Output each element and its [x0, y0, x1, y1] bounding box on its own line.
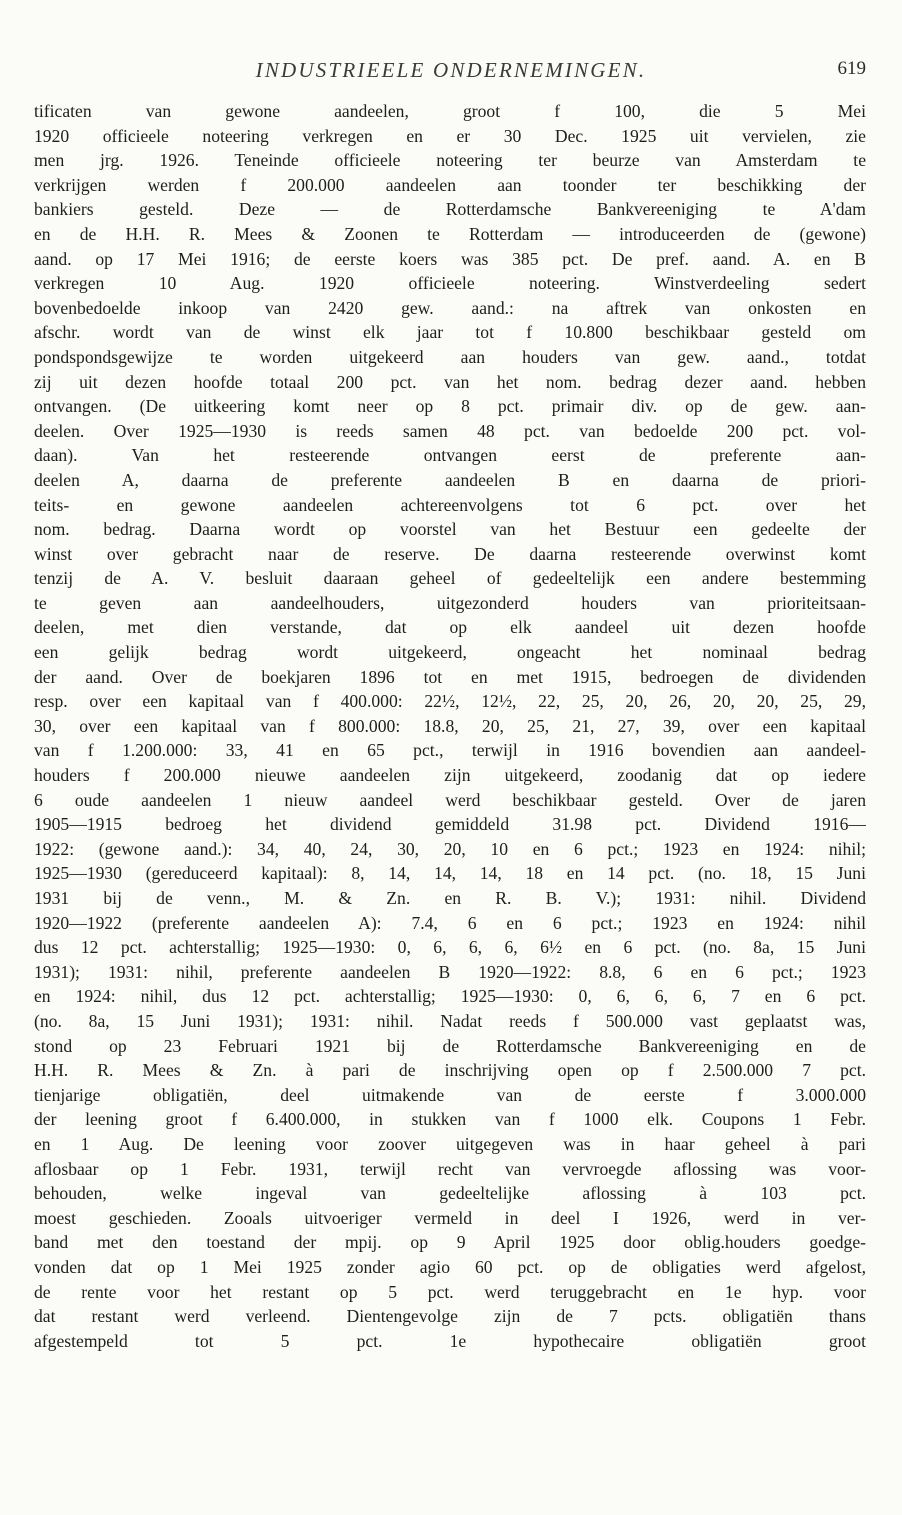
text-line: daan). Van het resteerende ontvangen eerst de preferente aan-: [34, 445, 866, 466]
text-line: der aand. Over de boekjaren 1896 tot en met 1915, bedroegen de dividenden: [34, 666, 866, 687]
text-line: bovenbedoelde inkoop van 2420 gew. aand.: na aftrek van onkosten en: [34, 297, 866, 318]
text-line: der leening groot f 6.400.000, in stukken van f 1000 elk. Coupons 1 Febr.: [34, 1109, 866, 1130]
text-line: teits- en gewone aandeelen achtereenvolgens tot 6 pct. over het: [34, 494, 866, 515]
text-line: afgestempeld tot 5 pct. 1e hypothecaire obligatiën groot: [34, 1330, 866, 1351]
text-line: en de H.H. R. Mees & Zoonen te Rotterdam — introduceerden de (gewone): [34, 223, 866, 244]
text-line: houders f 200.000 nieuwe aandeelen zijn uitgekeerd, zoodanig dat op iedere: [34, 765, 866, 786]
text-line: (no. 8a, 15 Juni 1931); 1931: nihil. Nadat reeds f 500.000 vast geplaatst was,: [34, 1010, 866, 1031]
text-line: men jrg. 1926. Teneinde officieele noteering ter beurze van Amsterdam te: [34, 150, 866, 171]
text-line: dus 12 pct. achterstallig; 1925—1930: 0, 6, 6, 6, 6½ en 6 pct. (no. 8a, 15 Juni: [34, 937, 866, 958]
text-line: 1925—1930 (gereduceerd kapitaal): 8, 14, 14, 14, 18 en 14 pct. (no. 18, 15 Juni: [34, 863, 866, 884]
text-line: een gelijk bedrag wordt uitgekeerd, ongeacht het nominaal bedrag: [34, 642, 866, 663]
text-line: 1905—1915 bedroeg het dividend gemiddeld 31.98 pct. Dividend 1916—: [34, 814, 866, 835]
text-line: vonden dat op 1 Mei 1925 zonder agio 60 pct. op de obligaties werd afgelost,: [34, 1256, 866, 1277]
text-line: deelen. Over 1925—1930 is reeds samen 48 pct. van bedoelde 200 pct. vol-: [34, 420, 866, 441]
text-line: bankiers gesteld. Deze — de Rotterdamsche Bankvereeniging te A'dam: [34, 199, 866, 220]
text-line: en 1924: nihil, dus 12 pct. achterstallig; 1925—1930: 0, 6, 6, 6, 7 en 6 pct.: [34, 986, 866, 1007]
text-line: zij uit dezen hoofde totaal 200 pct. van het nom. bedrag dezer aand. hebben: [34, 371, 866, 392]
text-line: verkregen 10 Aug. 1920 officieele noteering. Winstverdeeling sedert: [34, 273, 866, 294]
text-line: dat restant werd verleend. Dientengevolge zijn de 7 pcts. obligatiën thans: [34, 1306, 866, 1327]
text-line: deelen, met dien verstande, dat op elk aandeel uit dezen hoofde: [34, 617, 866, 638]
text-line: 1920 officieele noteering verkregen en er 30 Dec. 1925 uit vervielen, zie: [34, 125, 866, 146]
text-line: de rente voor het restant op 5 pct. werd teruggebracht en 1e hyp. voor: [34, 1281, 866, 1302]
text-line: stond op 23 Februari 1921 bij de Rotterdamsche Bankvereeniging en de: [34, 1035, 866, 1056]
text-line: ontvangen. (De uitkeering komt neer op 8 pct. primair div. op de gew. aan-: [34, 396, 866, 417]
text-line: tienjarige obligatiën, deel uitmakende van de eerste f 3.000.000: [34, 1084, 866, 1105]
text-line: 1920—1922 (preferente aandeelen A): 7.4, 6 en 6 pct.; 1923 en 1924: nihil: [34, 912, 866, 933]
text-line: winst over gebracht naar de reserve. De daarna resteerende overwinst komt: [34, 543, 866, 564]
body-text: [34, 99, 866, 1353]
text-line: nom. bedrag. Daarna wordt op voorstel van het Bestuur een gedeelte der: [34, 519, 866, 540]
text-line: band met den toestand der mpij. op 9 April 1925 door oblig.houders goedge-: [34, 1232, 866, 1253]
text-line: verkrijgen werden f 200.000 aandeelen aan toonder ter beschikking der: [34, 174, 866, 195]
text-line: en 1 Aug. De leening voor zoover uitgegeven was in haar geheel à pari: [34, 1133, 866, 1154]
text-line: afschr. wordt van de winst elk jaar tot f 10.800 beschikbaar gesteld om: [34, 322, 866, 343]
text-line: aflosbaar op 1 Febr. 1931, terwijl recht van vervroegde aflossing was voor-: [34, 1158, 866, 1179]
running-title: INDUSTRIEELE ONDERNEMINGEN.: [255, 58, 647, 82]
text-line: van f 1.200.000: 33, 41 en 65 pct., terwijl in 1916 bovendien aan aandeel-: [34, 740, 866, 761]
text-line: resp. over een kapitaal van f 400.000: 22½, 12½, 22, 25, 20, 26, 20, 20, 25, 29,: [34, 691, 866, 712]
text-line: aand. op 17 Mei 1916; de eerste koers was 385 pct. De pref. aand. A. en B: [34, 248, 866, 269]
text-line: 1931); 1931: nihil, preferente aandeelen B 1920—1922: 8.8, 6 en 6 pct.; 1923: [34, 961, 866, 982]
text-line: 30, over een kapitaal van f 800.000: 18.8, 20, 25, 21, 27, 39, over een kapitaal: [34, 715, 866, 736]
text-line: tenzij de A. V. besluit daaraan geheel of gedeeltelijk een andere bestemming: [34, 568, 866, 589]
text-line: H.H. R. Mees & Zn. à pari de inschrijving open op f 2.500.000 7 pct.: [34, 1060, 866, 1081]
page-header: [36, 58, 866, 90]
text-line: te geven aan aandeelhouders, uitgezonderd houders van prioriteitsaan-: [34, 592, 866, 613]
text-line: deelen A, daarna de preferente aandeelen B en daarna de priori-: [34, 469, 866, 490]
text-line: 1922: (gewone aand.): 34, 40, 24, 30, 20, 10 en 6 pct.; 1923 en 1924: nihil;: [34, 838, 866, 859]
text-line: 6 oude aandeelen 1 nieuw aandeel werd beschikbaar gesteld. Over de jaren: [34, 789, 866, 810]
page-number: 619: [837, 58, 866, 79]
text-line: 1931 bij de venn., M. & Zn. en R. B. V.); 1931: nihil. Dividend: [34, 888, 866, 908]
text-line: pondspondsgewijze te worden uitgekeerd aan houders van gew. aand., totdat: [34, 346, 866, 367]
text-line: tificaten van gewone aandeelen, groot f 100, die 5 Mei: [34, 101, 866, 121]
text-line: moest geschieden. Zooals uitvoeriger vermeld in deel I 1926, werd in ver-: [34, 1207, 866, 1228]
text-line: behouden, welke ingeval van gedeeltelijke aflossing à 103 pct.: [34, 1183, 866, 1204]
